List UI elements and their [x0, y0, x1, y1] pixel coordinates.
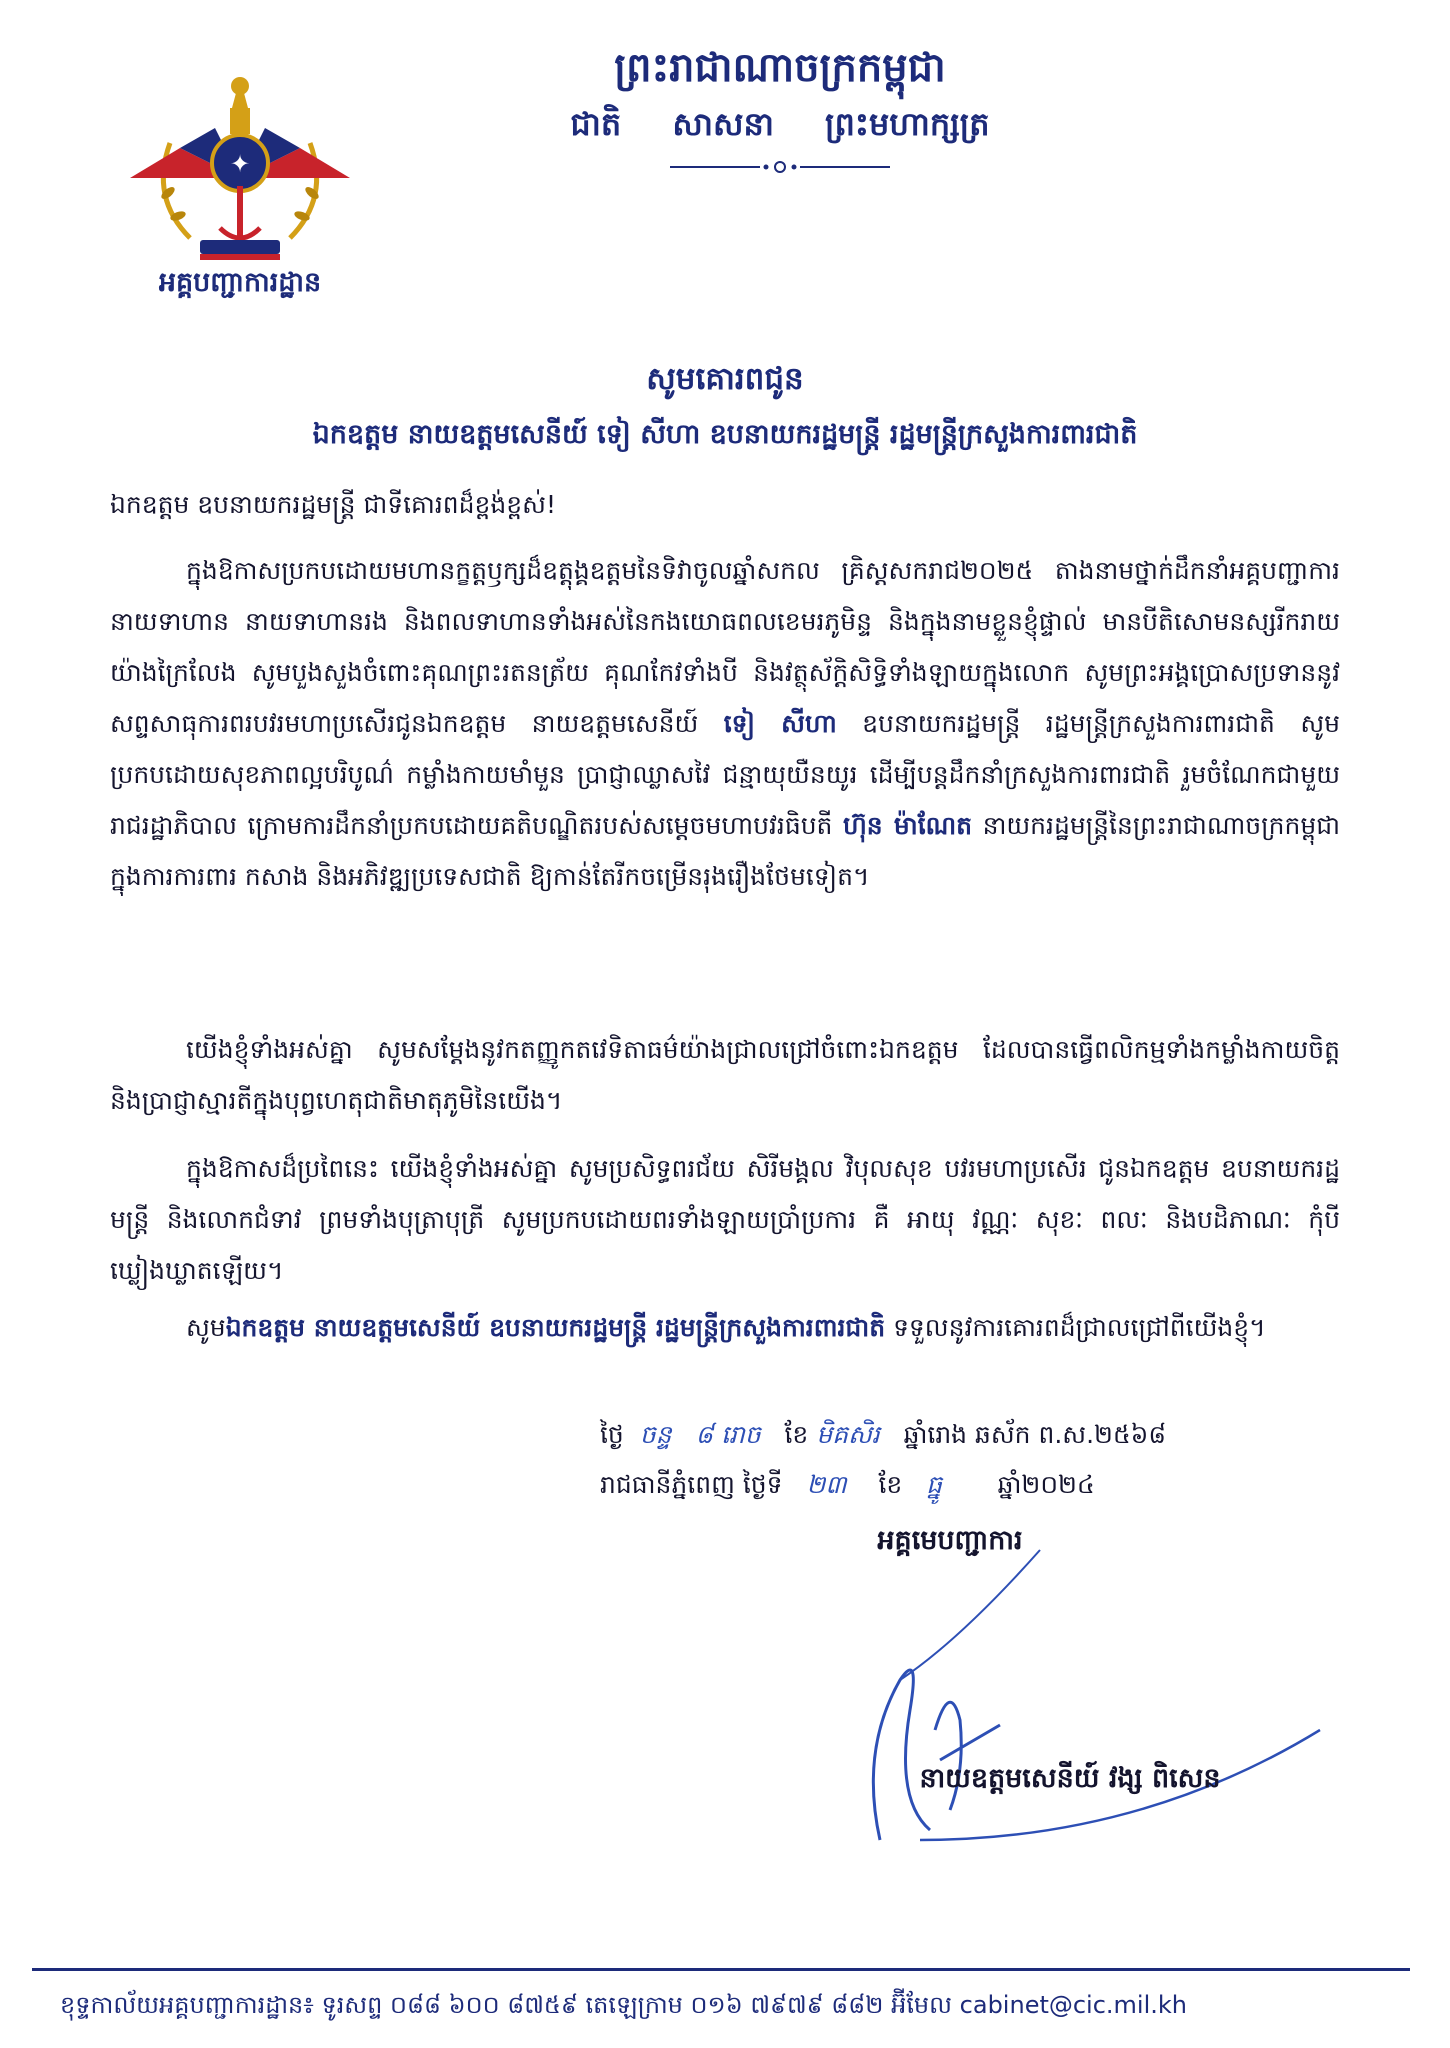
- highlighted-name-2: ហ៊ុន ម៉ាណែត: [842, 811, 973, 840]
- solar-month: ធ្នូ: [926, 1470, 942, 1499]
- footer-email: cabinet@cic.mil.kh: [959, 1991, 1188, 2019]
- military-emblem: [120, 68, 360, 268]
- salutation: ឯកឧត្តម ឧបនាយករដ្ឋមន្ត្រី ជាទីគោរពដ៏ខ្ពង់ខ្ពស់!: [110, 490, 556, 519]
- lunar-moon-day: ៨ រោច: [695, 1420, 761, 1449]
- recipient-name: ឯកឧត្តម នាយឧត្តមសេនីយ៍ ទៀ សីហា ឧបនាយករដ្ឋមន្ត្រី រដ្ឋមន្ត្រីក្រសួងការពារជាតិ: [312, 419, 1138, 450]
- paragraph-4-name: ឯកឧត្តម នាយឧត្តមសេនីយ៍ ឧបនាយករដ្ឋមន្ត្រី រដ្ឋមន្ត្រីក្រសួងការពារជាតិ: [225, 1313, 886, 1342]
- highlighted-name-1: ទៀ សីហា: [723, 709, 837, 738]
- paragraph-4: [110, 1302, 1340, 1353]
- ornament-divider-icon: [670, 160, 890, 174]
- solar-place-label: រាជធានីភ្នំពេញ ថ្ងៃទី: [600, 1470, 783, 1499]
- paragraph-4-prefix: សូម: [186, 1313, 226, 1342]
- solar-day: ២៣: [806, 1470, 847, 1499]
- national-motto: ជាតិ សាសនា ព្រះមហាក្សត្រ: [570, 105, 990, 143]
- paragraph-4-suffix: ទទួលនូវការគោរពដ៏ជ្រាលជ្រៅពីយើងខ្ញុំ។: [893, 1313, 1266, 1342]
- paragraph-2: យើងខ្ញុំទាំងអស់គ្នា សូមសម្តែងនូវកតញ្ញូកតវេទិតាធម៌យ៉ាងជ្រាលជ្រៅចំពោះឯកឧត្តម ដែលបានធ្វើពលិកម្មទាំងកម្លាំងកាយចិត្ត និងប្រាជ្ញាស្មារតីក្នុងបុព្វហេតុជាតិមាតុភូមិនៃយើង។: [110, 1035, 1340, 1115]
- lunar-year: ឆ្នាំរោង ឆស័ក ព.ស.២៥៦៨: [903, 1420, 1167, 1449]
- lunar-month-label: ខែ: [784, 1420, 809, 1449]
- organization-name: អគ្គបញ្ជាការដ្ឋាន: [158, 267, 322, 298]
- kingdom-title: ព្រះរាជាណាចក្រកម្ពុជា: [614, 44, 946, 91]
- paragraph-3: ក្នុងឱកាសដ៏ប្រពៃនេះ យើងខ្ញុំទាំងអស់គ្នា សូមប្រសិទ្ធពរជ័យ សិរីមង្គល វិបុលសុខ បវរមហាប្រសើរ ជូនឯកឧត្តម ឧបនាយករដ្ឋមន្ត្រី និងលោកជំទាវ ព្រមទាំងបុត្រាបុត្រី សូមប្រកបដោយពរទាំងឡាយប្រាំប្រការ គឺ អាយុ វណ្ណៈ សុខៈ ពលៈ និងបដិភាណៈ កុំបីឃ្លៀងឃ្លាតឡើយ។: [110, 1154, 1340, 1285]
- paragraph-1-part-1: ក្នុងឱកាសប្រកបដោយមហានក្ខត្តឫក្សដ៏ឧត្តុង្គឧត្តមនៃទិវាចូលឆ្នាំសកល គ្រិស្តសករាជ២០២៥ តាងនាមថ្នាក់ដឹកនាំអគ្គបញ្ជាការ នាយទាហាន នាយទាហានរង និងពលទាហានទាំងអស់នៃកងយោធពលខេមរភូមិន្ទ និងក្នុងនាមខ្លួនខ្ញុំផ្ទាល់ មានបីតិសោមនស្សរីករាយយ៉ាងក្រៃលែង សូមបួងសួងចំពោះគុណព្រះរតនត្រ័យ គុណកែវទាំងបី និងវត្ថុស័ក្តិសិទ្ធិទាំងឡាយក្នុងលោក សូមព្រះអង្គប្រោសប្រទាននូវសព្ទសាធុការពរបវរមហាប្រសើរជូនឯកឧត្តម នាយឧត្តមសេនីយ៍: [110, 556, 1340, 738]
- footer-contact: [60, 1990, 1410, 2025]
- solar-date: [600, 1470, 1320, 1506]
- lunar-date: [600, 1420, 1320, 1456]
- signer-name: នាយឧត្តមសេនីយ៍ វង្ស ពិសេន: [919, 1763, 1221, 1794]
- paragraph-1-part-2: ឧបនាយករដ្ឋមន្ត្រី រដ្ឋមន្ត្រីក្រសួងការពារជាតិ សូមប្រកបដោយសុខភាពល្អបរិបូណ៌ កម្លាំងកាយមាំមួន ប្រាជ្ញាឈ្លាសវៃ ជន្មាយុយឺនយូរ ដើម្បីបន្តដឹកនាំក្រសួងការពារជាតិ រួមចំណែកជាមួយរាជរដ្ឋាភិបាល ក្រោមការដឹកនាំប្រកបដោយគតិបណ្ឌិតរបស់សម្តេចមហាបវរធិបតី: [110, 709, 1341, 840]
- signer-title: អគ្គមេបញ្ជាការ: [877, 1525, 1023, 1556]
- lunar-day-label: ថ្ងៃ: [600, 1420, 624, 1449]
- lunar-weekday: ចន្ទ: [639, 1420, 672, 1449]
- solar-month-label: ខែ: [878, 1470, 903, 1499]
- svg-text:✦: ✦: [229, 150, 251, 178]
- solar-year: ឆ្នាំ២០២៤: [997, 1470, 1095, 1499]
- paragraph-1-part-3: នាយករដ្ឋមន្ត្រីនៃព្រះរាជាណាចក្រកម្ពុជា ក្នុងការការពារ កសាង និងអភិវឌ្ឍប្រទេសជាតិ ឱ្យកាន់តែរីកចម្រើនរុងរឿងថែមទៀត។: [110, 811, 1340, 891]
- footer-contact-text: ខុទ្ទកាល័យអគ្គបញ្ជាការដ្ឋាន៖ ទូរសព្ទ ០៨៨ ៦០០ ៨៧៥៩ តេឡេក្រាម ០១៦ ៧៩៧៩ ៨៨២ អ៊ីមែល: [60, 1991, 953, 2019]
- footer-divider: [32, 1968, 1410, 1971]
- paragraph-1: [110, 545, 1340, 902]
- respect-line: សូមគោរពជូន: [646, 361, 804, 397]
- lunar-month: មិគសិរ: [816, 1420, 880, 1449]
- handwritten-signature: [840, 1510, 1340, 1860]
